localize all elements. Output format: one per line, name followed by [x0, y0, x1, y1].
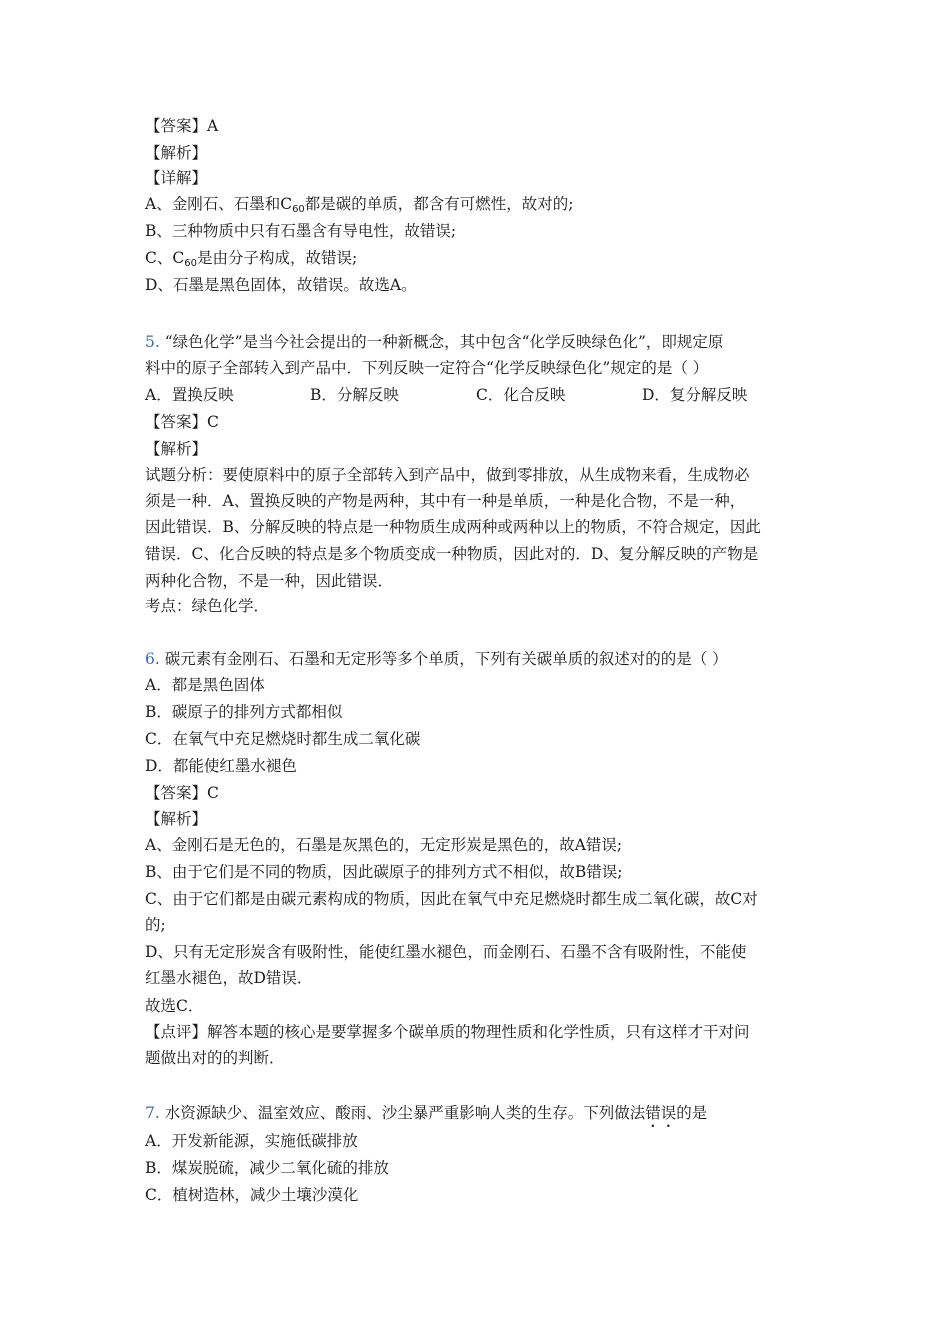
question-stem: 料中的原子全部转入到产品中．下列反映一定符合“化学反映绿色化”规定的是（ ） [145, 359, 709, 377]
option-c: C．在氧气中充足燃烧时都生成二氧化碳 [145, 730, 421, 748]
question-stem: 6. 碳元素有金刚石、石墨和无定形等多个单质，下列有关碳单质的叙述对的的是（ ） [145, 650, 728, 668]
analysis-line: D、只有无定形炭含有吸附性，能使红墨水褪色，而金刚石、石墨不含有吸附性，不能使 [145, 943, 747, 961]
question-stem: 5. “绿色化学”是当今社会提出的一种新概念，其中包含“化学反映绿色化”，即规定原 [145, 333, 724, 351]
option-b: B．煤炭脱硫，减少二氧化硫的排放 [145, 1159, 389, 1177]
analysis-line: 错误．C、化合反映的特点是多个物质变成一种物质，因此对的．D、复分解反映的产物是 [145, 545, 759, 563]
analysis-line: 故选C． [145, 997, 204, 1015]
analysis-line: 的; [145, 916, 166, 934]
question-number: 6. [145, 650, 160, 668]
detail-label: 【详解】 [145, 169, 208, 187]
emphasized-word: 错误 [645, 1104, 677, 1122]
analysis-line: 因此错误．B、分解反映的特点是一种物质生成两种或两种以上的物质，不符合规定，因此 [145, 518, 761, 536]
option-b: B．碳原子的排列方式都相似 [145, 703, 343, 721]
comment-line: 题做出对的的判断． [145, 1049, 285, 1067]
option-b: B．分解反映 [310, 386, 399, 404]
analysis-line: 红墨水褪色，故D错误． [145, 969, 313, 987]
option-d: D．都能使红墨水褪色 [145, 757, 297, 775]
question-number: 5. [145, 333, 160, 351]
comment-line: 【点评】解答本题的核心是要掌握多个碳单质的物理性质和化学性质，只有这样才干对问 [145, 1023, 750, 1041]
analysis-label: 【解析】 [145, 440, 208, 458]
analysis-line: B、由于它们是不同的物质，因此碳原子的排列方式不相似，故B错误; [145, 863, 623, 881]
analysis-label: 【解析】 [145, 144, 208, 162]
explanation-line: A、金刚石、石墨和$C_{60}$都是碳的单质，都含有可燃性，故对的; [145, 195, 574, 215]
option-a: A．开发新能源，实施低碳排放 [145, 1132, 358, 1150]
option-d: D．复分解反映 [642, 386, 748, 404]
analysis-line: 试题分析：要使原料中的原子全部转入到产品中，做到零排放，从生成物来看，生成物必 [145, 466, 750, 484]
explanation-line: B、三种物质中只有石墨含有导电性，故错误; [145, 222, 457, 240]
answer-label: 【答案】A [145, 117, 219, 135]
analysis-line: 两种化合物，不是一种，因此错误． [145, 572, 394, 590]
option-c: C．化合反映 [476, 386, 566, 404]
analysis-label: 【解析】 [145, 810, 208, 828]
explanation-line: D、石墨是黑色固体，故错误。故选A。 [145, 276, 417, 294]
option-c: C．植树造林，减少土壤沙漠化 [145, 1186, 359, 1204]
option-a: A．置换反映 [145, 386, 234, 404]
option-a: A．都是黑色固体 [145, 676, 265, 694]
explanation-line: C、$C_{60}$是由分子构成，故错误; [145, 249, 358, 269]
question-number: 7. [145, 1104, 160, 1122]
analysis-line: A、金刚石是无色的，石墨是灰黑色的，无定形炭是黑色的，故A错误; [145, 836, 623, 854]
answer-label: 【答案】C [145, 784, 219, 802]
analysis-line: 须是一种．A、置换反映的产物是两种，其中有一种是单质，一种是化合物，不是一种， [145, 492, 746, 510]
answer-label: 【答案】C [145, 413, 219, 431]
key-point: 考点：绿色化学． [145, 597, 270, 615]
option-row [145, 384, 747, 406]
analysis-line: C、由于它们都是由碳元素构成的物质，因此在氧气中充足燃烧时都生成二氧化碳，故C对 [145, 890, 758, 908]
question-stem: 7. 水资源缺少、温室效应、酸雨、沙尘暴严重影响人类的生存。下列做法错误的是 [145, 1104, 708, 1122]
